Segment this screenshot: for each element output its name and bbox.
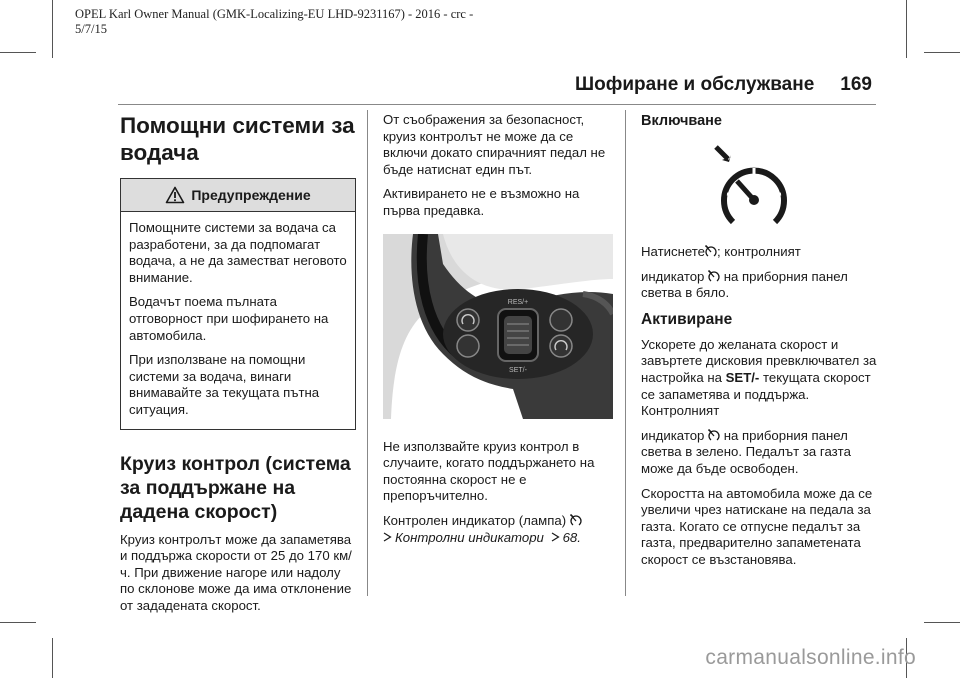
column-1 bbox=[120, 112, 356, 623]
paragraph: Не използвайте круиз контрол в случаите, когато поддържането на постоянна скорост не е препоръчително. bbox=[383, 438, 595, 504]
paragraph-text: индикатор bbox=[641, 427, 705, 443]
paragraph-text: Ускорете до желаната скорост и завъртете дисковия превключвател за настройка на bbox=[641, 336, 877, 385]
cruise-control-icon bbox=[713, 144, 795, 230]
cruise-control-icon bbox=[570, 514, 582, 527]
crop-mark bbox=[52, 638, 53, 678]
warning-body bbox=[121, 212, 355, 429]
column-3 bbox=[641, 112, 877, 577]
crop-mark bbox=[906, 0, 907, 58]
watermark: carmanualsonline.info bbox=[705, 646, 916, 669]
subsection-title: Круиз контрол (система за поддържане на дадена скорост) bbox=[120, 452, 351, 523]
paragraph-text: индикатор bbox=[641, 268, 705, 284]
warning-box bbox=[120, 178, 356, 430]
warning-header bbox=[121, 179, 355, 212]
column-divider bbox=[625, 110, 626, 596]
paragraph: Круиз контролът може да запаметява и поддържа скорости от 25 до 170 км/ч. При движение нагоре или надолу по склонове може да има отклонение от зададената скорост. bbox=[120, 531, 352, 613]
cruise-control-icon bbox=[705, 245, 717, 258]
paragraph: Активирането не е възможно на първа предавка. bbox=[383, 186, 580, 218]
column-2 bbox=[383, 112, 615, 554]
crop-mark bbox=[0, 622, 36, 623]
paragraph-text: на приборния панел светва в зелено. Педалът за газта може да бъде освободен. bbox=[641, 427, 851, 476]
warning-title: Предупреждение bbox=[191, 186, 311, 203]
running-head bbox=[575, 74, 872, 96]
paragraph bbox=[383, 513, 615, 546]
reference-arrow-icon bbox=[551, 532, 560, 542]
column-divider bbox=[367, 110, 368, 596]
warning-paragraph: При използване на помощни системи за водача, винаги внимавайте за текущата пътна ситуация. bbox=[129, 352, 320, 417]
paragraph bbox=[641, 244, 877, 261]
crop-mark bbox=[0, 52, 36, 53]
paragraph-text: Контролен индикатор (лампа) bbox=[383, 512, 567, 528]
paragraph-text: ; контролният bbox=[716, 244, 801, 259]
reference-link[interactable]: Контролни индикатори bbox=[395, 529, 544, 545]
paragraph: Скоростта на автомобила може да се увеличи чрез натискане на педала за газта. Когато се отпусне педалът за газта, предварително запаметената скорост се възстановява. bbox=[641, 485, 873, 567]
set-label: SET/- bbox=[725, 369, 760, 385]
paragraph-text: Натиснете bbox=[641, 244, 705, 259]
warning-triangle-icon bbox=[165, 186, 185, 204]
steering-wheel-controls-image bbox=[383, 234, 613, 419]
paragraph bbox=[641, 428, 877, 478]
svg-text:SET/-: SET/- bbox=[509, 366, 527, 374]
cruise-control-icon bbox=[708, 429, 720, 442]
reference-page[interactable]: 68. bbox=[562, 529, 581, 545]
running-head-title: Шофиране и обслужване bbox=[575, 74, 815, 95]
paragraph: От съображения за безопасност, круиз контролът не може да се включи докато спирачният педал не бъде натиснат един път. bbox=[383, 112, 606, 177]
cruise-control-icon bbox=[708, 270, 720, 283]
page-number: 169 bbox=[840, 74, 872, 95]
crop-mark bbox=[924, 622, 960, 623]
paragraph bbox=[641, 337, 877, 420]
header-rule bbox=[118, 104, 876, 105]
subheading-activate: Активиране bbox=[641, 310, 733, 328]
crop-mark bbox=[924, 52, 960, 53]
section-title: Помощни системи за водача bbox=[120, 113, 355, 165]
svg-text:RES/+: RES/+ bbox=[507, 298, 529, 306]
paragraph bbox=[641, 269, 877, 302]
warning-paragraph: Водачът поема пълната отговорност при шофирането на автомобила. bbox=[129, 294, 329, 343]
paragraph-text: текущата скорост се запаметява и поддържа. Контролният bbox=[641, 369, 871, 419]
reference-arrow-icon bbox=[383, 532, 392, 542]
subheading-enable: Включване bbox=[641, 113, 722, 129]
paragraph-text: на приборния панел светва в бяло. bbox=[641, 268, 848, 301]
warning-paragraph: Помощните системи за водача са разработени, за да подпомагат водача, а не да заместват неговото внимание. bbox=[129, 220, 347, 285]
crop-mark bbox=[52, 0, 53, 58]
document-meta-header: OPEL Karl Owner Manual (GMK-Localizing-EU LHD-9231167) - 2016 - crc - 5/7/15 bbox=[75, 7, 474, 36]
